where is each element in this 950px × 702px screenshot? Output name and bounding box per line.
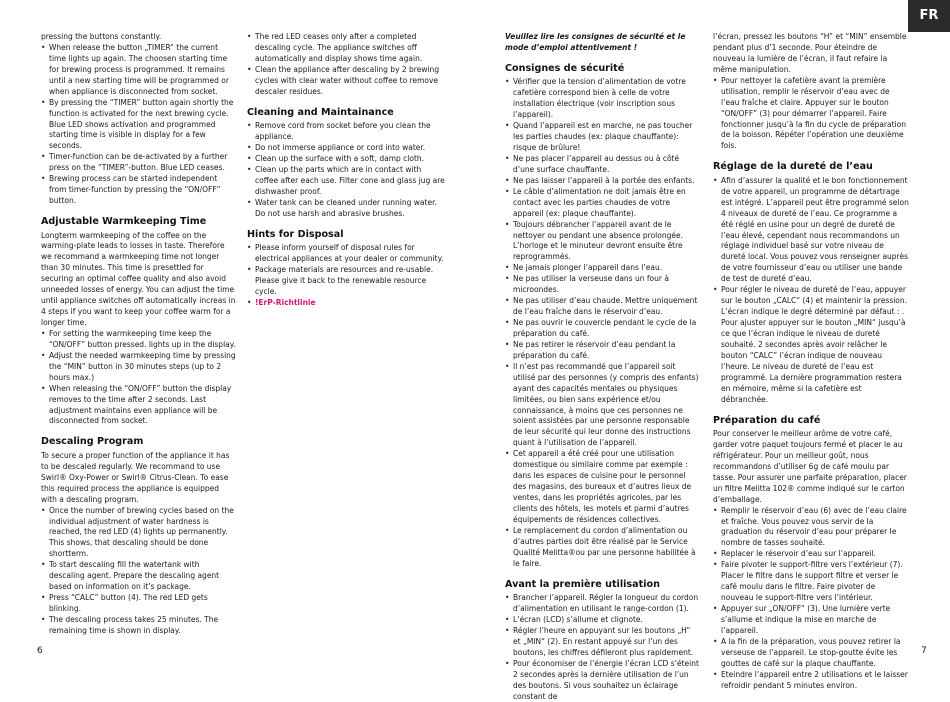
list-item: • Ne pas placer l’appareil au dessus ou à côté d’une surface chauffante. xyxy=(505,154,700,176)
list-item: • To start descaling fill the watertank with descaling agent. Prepare the descaling agent based on information on it’s package. xyxy=(41,560,236,593)
list-item: • Il n’est pas recommandé que l’appareil soit utilisé par des personnes (y compris des enfants) ayant des capacités mentales ou physiques limitées, ou bien sans expérience et/ou connaissance, à moins que ces personnes ne soient assistées par une personne responsable de leur sécurité qui leur donne des instructions quant à l’utilisation de l’appareil. xyxy=(505,362,700,450)
list-item: • Package materials are resources and re-usable. Please give it back to the renewable resource cycle. xyxy=(247,265,445,298)
list-item: • Appuyer sur „ON/OFF“ (3). Une lumière verte s’allume et indique la mise en marche de l’appareil. xyxy=(713,604,910,637)
list-item: • Pour nettoyer la cafetière avant la première utilisation, remplir le réservoir d’eau avec de l’eau fraîche et claire. Appuyer sur le bouton “ON/OFF” (3) pour démarrer l’appareil. Faire fonctionner jusqu’à la fin du cycle de préparation de la boisson. Répéter l’opération une deuxième fois. xyxy=(713,76,910,153)
list-item: • When release the button „TIMER“ the current time lights up again. The choosen starting time for brewing process is programmed. It remains until a new starting time will be programmed or when appliance is disconnected from socket. xyxy=(41,43,236,98)
section-heading-safety: Consignes de sécurité xyxy=(505,62,625,74)
list-item: • Quand l’appareil est en marche, ne pas toucher les parties chaudes (ex: plaque chauffante): risque de brûlure! xyxy=(505,121,700,154)
list-item: • Cet appareil a été créé pour une utilisation domestique ou similaire comme par exemple : dans les espaces de cuisine pour le personnel des magasins, des bureaux et d’autres lieux de ventes, dans les propriétés agricoles, par les clients des hôtels, les motels et parmi d’autres équipements de résidences collectives. xyxy=(505,449,700,526)
column-4 xyxy=(713,32,910,692)
section-heading-warmkeeping: Adjustable Warmkeeping Time xyxy=(41,216,207,227)
list-item: • Ne pas laisser l’appareil à la portée des enfants. xyxy=(505,176,700,187)
list-item: • Clean up the surface with a soft, damp cloth. xyxy=(247,154,445,165)
list-item: • Ne pas ouvrir le couvercle pendant le cycle de la préparation du café. xyxy=(505,318,700,340)
list-item: • Toujours débrancher l’appareil avant de le nettoyer ou pendant une absence prolongée. L’horloge et le minuteur devront ensuite être reprogrammés. xyxy=(505,220,700,264)
section-heading-descaling: Descaling Program xyxy=(41,436,144,448)
section-heading-disposal: Hints for Disposal xyxy=(247,228,344,240)
hardness-list xyxy=(713,176,910,406)
list-item: • Clean the appliance after descaling by 2 brewing cycles with clear water without coffee to remove descaler residues. xyxy=(247,65,445,98)
timer-list xyxy=(41,43,236,207)
list-item: • Do not immerse appliance or cord into water. xyxy=(247,143,445,154)
section-heading-first-use: Avant la première utilisation xyxy=(505,578,660,590)
preparation-list xyxy=(713,506,910,692)
list-item: • Eteindre l’appareil entre 2 utilisations et le laisser refroidir pendant 5 minutes environ. xyxy=(713,670,910,692)
safety-intro: Veuillez lire les consignes de sécurité et le mode d’emploi attentivement ! xyxy=(505,32,686,52)
column-3 xyxy=(505,32,700,702)
safety-list xyxy=(505,77,700,569)
page-number-right: 7 xyxy=(921,646,927,656)
column-1 xyxy=(41,32,236,637)
list-item: • Pour régler le niveau de dureté de l’eau, appuyer sur le bouton „CALC“ (4) et maintenir la pression. L’écran indique le degré déterminé par défaut : . Pour ajuster appuyer sur le bouton „MIN“ jusqu’à ce que l’écran indique le niveau de dureté souhaité. 2 secondes après avoir relâcher le bouton “CALC” l’écran indique de nouveau l’heure. Le niveau de dureté de l’eau est programmé. La dernière programmation restera en mémoire, même si la cafetière est débranchée. xyxy=(713,285,910,405)
list-item: • Vérifier que la tension d’alimentation de votre cafetière correspond bien à celle de votre installation électrique (voir inscription sous l’appareil). xyxy=(505,77,700,121)
list-item: • Clean up the parts which are in contact with coffee after each use. Filter cone and glass jug are dishwasher proof. xyxy=(247,165,445,198)
list-item: • Press “CALC” button (4). The red LED gets blinking. xyxy=(41,593,236,615)
list-item: • Remove cord from socket before you clean the appliance. xyxy=(247,121,445,143)
list-item: • Once the number of brewing cycles based on the individual adjustment of water hardness is reached, the red LED (4) lights up permanently. This shows, that descaling should be done shortterm. xyxy=(41,506,236,561)
first-use-continued-list xyxy=(713,76,910,153)
column-2 xyxy=(247,32,445,309)
list-item: • Ne pas utiliser la verseuse dans un four à microondes. xyxy=(505,274,700,296)
list-item: • Remplir le réservoir d’eau (6) avec de l’eau claire et fraîche. Vous pouvez vous servir de la graduation du réservoir d’eau pour préparer le nombre de tasses souhaité. xyxy=(713,506,910,550)
list-item: • Ne jamais plonger l’appareil dans l’eau. xyxy=(505,263,700,274)
paragraph: Pour conserver le meilleur arôme de votre café, garder votre paquet toujours fermé et placer le au réfrigérateur. Pour un meilleur goût, nous recommandons d’utiliser 6g de café moulu par tasse. Pour assurer une parfaite préparation, placer un filtre Melitta 102® comme indiqué sur le carton d’emballage. xyxy=(713,429,907,504)
list-item: • Ne pas retirer le réservoir d’eau pendant la préparation du café. xyxy=(505,340,700,362)
list-item: • Water tank can be cleaned under running water. Do not use harsh and abrasive brushes. xyxy=(247,198,445,220)
paragraph: Longterm warmkeeping of the coffee on the warming-plate leads to losses in taste. Therefore we recommand a warmkeeping time not longer than 30 minutes. This time is presettled for securing an optimal coffee quality and also avoid unneeded losses of energy. You can adjust the time until appliance switches off automatically increas in 4 steps if you want to keep your coffee warm for a longer time. xyxy=(41,230,236,327)
cleaning-list xyxy=(247,121,445,219)
list-item: • Please inform yourself of disposal rules for electrical appliances at your dealer or community. xyxy=(247,243,445,265)
list-item: • Timer-function can be de-activated by a further press on the “TIMER”-button. Blue LED ceases. xyxy=(41,152,236,174)
list-item: • Faire pivoter le support-filtre vers l’extérieur (7). Placer le filtre dans le support filtre et verser le café moulu dans le filtre. Faire pivoter de nouveau le support-filtre vers l’intérieur. xyxy=(713,560,910,604)
list-item: • Le câble d’alimentation ne doit jamais être en contact avec les parties chaudes de votre appareil (ex: plaque chauffante). xyxy=(505,187,700,220)
list-item: • L’écran (LCD) s’allume et clignote. xyxy=(505,615,700,626)
descale-continued-list xyxy=(247,32,445,98)
list-item: • The red LED ceases only after a completed descaling cycle. The appliance switches off automatically and display shows time again. xyxy=(247,32,445,65)
list-item: • When releasing the “ON/OFF” button the display removes to the time after 2 seconds. Last adjustment maintains even appliance will be disconnected from socket. xyxy=(41,384,236,428)
first-use-list xyxy=(505,593,700,702)
list-item: • Régler l’heure en appuyant sur les boutons „H“ et „MIN“ (2). En restant appuyé sur l’un des boutons, les chiffres défileront plus rapidement. xyxy=(505,626,700,659)
list-item xyxy=(247,298,445,309)
list-item: • Replacer le réservoir d’eau sur l’appareil. xyxy=(713,549,910,560)
section-heading-coffee-preparation: Préparation du café xyxy=(713,414,821,426)
list-item: • The descaling process takes 25 minutes. The remaining time is shown in display. xyxy=(41,615,236,637)
list-item: • Brewing process can be started independent from timer-function by pressing the “ON/OFF” button. xyxy=(41,174,236,207)
list-item: • Pour économiser de l’énergie l’écran LCD s’éteint 2 secondes après la dernière utilisation de l’un des boutons. Si vous souhaitez un éclairage constant de xyxy=(505,659,700,702)
descale-list xyxy=(41,506,236,637)
list-item: • Adjust the needed warmkeeping time by pressing the “MIN” button in 30 minutes steps (up to 2 hours max.) xyxy=(41,351,236,384)
language-badge: FR xyxy=(908,0,950,32)
section-heading-cleaning: Cleaning and Maintainance xyxy=(247,106,394,118)
paragraph: pressing the buttons constantly. xyxy=(41,32,162,41)
paragraph: To secure a proper function of the appliance it has to be descaled regularly. We recommand to use Swirl® Oxy-Power or Swirl® Citrus-Clean. To ease this required process the appliance is equipped with a descaling program. xyxy=(41,450,230,504)
paragraph: l’écran, pressez les boutons “H” et “MIN” ensemble pendant plus d’1 seconde. Pour éteindre de nouveau la lumière de l’écran, il faut refaire la même manipulation. xyxy=(713,32,907,74)
list-item: • Afin d’assurer la qualité et le bon fonctionnement de votre appareil, un programme de détartrage est intégré. L’appareil peut être programmé selon 4 niveaux de dureté de l’eau. Ce programme a été réglé en usine pour un degré de dureté de l’eau élevé, cependant nous recommandons un réglage individuel basé sur votre niveau de dureté local. Vous pouvez vous renseigner auprès de votre fournisseur d’eau ou utiliser une bande de test de dureté d’eau. xyxy=(713,176,910,285)
list-item: • Ne pas utiliser d’eau chaude. Mettre uniquement de l’eau fraîche dans le réservoir d’eau. xyxy=(505,296,700,318)
page-number-left: 6 xyxy=(37,646,43,656)
section-heading-water-hardness: Réglage de la dureté de l’eau xyxy=(713,161,873,173)
list-item: • Le remplacement du cordon d’alimentation ou d’autres parties doit être réalisé par le Service Qualité Melitta®ou par une personne habilitée à le faire. xyxy=(505,526,700,570)
disposal-list xyxy=(247,243,445,309)
list-item: • A la fin de la préparation, vous pouvez retirer la verseuse de l’appareil. Le stop-goutte évite les gouttes de café sur la plaque chauffante. xyxy=(713,637,910,670)
list-item: • Brancher l’appareil. Régler la longueur du cordon d’alimentation en utilisant le range-cordon (1). xyxy=(505,593,700,615)
list-item: • By pressing the “TIMER” button again shortly the function is activated for the next brewing cycle. Blue LED shows activation and programmed starting time is visible in display for a few seconds. xyxy=(41,98,236,153)
erp-directive-link[interactable]: !ErP-Richtlinie xyxy=(255,297,316,307)
list-item: • For setting the warmkeeping time keep the “ON/OFF” button pressed. lights up in the display. xyxy=(41,329,236,351)
warm-list xyxy=(41,329,236,427)
